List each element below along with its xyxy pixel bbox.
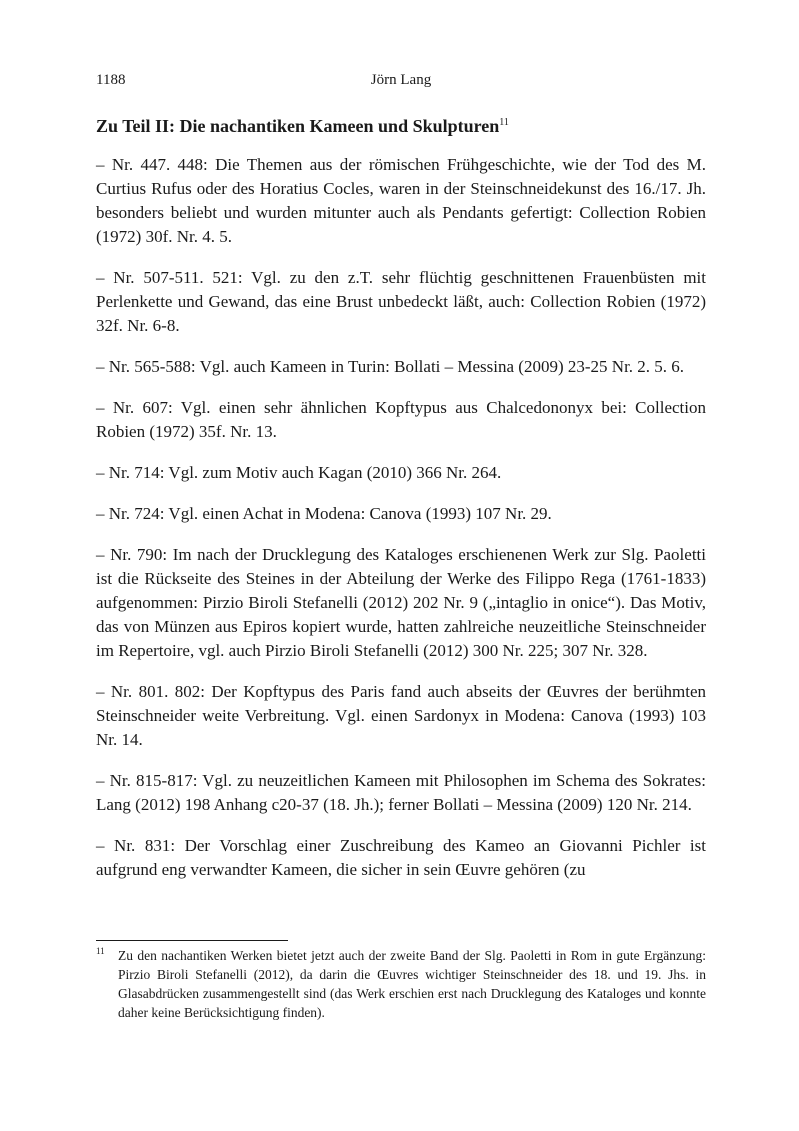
paragraph-nr-801: – Nr. 801. 802: Der Kopftypus des Paris fand auch abseits der Œuvres der berühmten Steinschneider weite Verbreitung. Vgl. einen Sardonyx in Modena: Canova (1993) 103 Nr. 14. <box>96 682 706 749</box>
footnote-number: 11 <box>96 946 105 956</box>
section-title <box>96 116 716 137</box>
page-header <box>96 72 706 94</box>
paragraph-nr-607: – Nr. 607: Vgl. einen sehr ähnlichen Kopftypus aus Chalcedononyx bei: Collection Robien (1972) 35f. Nr. 13. <box>96 398 706 441</box>
paragraph-nr-790: – Nr. 790: Im nach der Drucklegung des Kataloges erschienenen Werk zur Slg. Paoletti ist die Rückseite des Steines in der Abteilung der Werke des Filippo Rega (1761-1833) aufgenommen: Pirzio Biroli Stefanelli (2012) 202 Nr. 9 („intaglio in onice“). Das Motiv, das von Münzen aus Epiros kopiert wurde, hatten zahlreiche neuzeitliche Steinschneider im Repertoire, vgl. auch Pirzio Biroli Stefanelli (2012) 300 Nr. 225; 307 Nr. 328. <box>96 545 706 660</box>
body-text <box>96 153 706 899</box>
footnote-text: Zu den nachantiken Werken bietet jetzt auch der zweite Band der Slg. Paoletti in Rom in gute Ergänzung: Pirzio Biroli Stefanelli (2012), da darin die Œuvres wichtiger Steinschneider des 18. und 19. Jhs. in Glasabdrücken zusammengestellt sind (das Werk erschien erst nach Drucklegung des Kataloges und konnte daher keine Berücksichtigung finden). <box>118 948 706 1020</box>
paragraph-nr-565: – Nr. 565-588: Vgl. auch Kameen in Turin: Bollati – Messina (2009) 23-25 Nr. 2. 5. 6. <box>96 357 685 376</box>
footnote <box>96 946 706 1022</box>
footnote-reference: 11 <box>499 117 509 128</box>
paragraph-nr-831: – Nr. 831: Der Vorschlag einer Zuschreibung des Kameo an Giovanni Pichler ist aufgrund eng verwandter Kameen, die sicher in sein Œuvre gehören (zu <box>96 836 706 879</box>
paragraph-nr-815: – Nr. 815-817: Vgl. zu neuzeitlichen Kameen mit Philosophen im Schema des Sokrates: Lang (2012) 198 Anhang c20-37 (18. Jh.); ferner Bollati – Messina (2009) 120 Nr. 214. <box>96 771 706 814</box>
paragraph-nr-447: – Nr. 447. 448: Die Themen aus der römischen Frühgeschichte, wie der Tod des M. Curtius Rufus oder des Horatius Cocles, waren in der Steinschneidekunst des 16./17. Jh. besonders beliebt und wurden mitunter auch als Pendants gefertigt: Collection Robien (1972) 30f. Nr. 4. 5. <box>96 155 706 246</box>
paragraph-nr-724: – Nr. 724: Vgl. einen Achat in Modena: Canova (1993) 107 Nr. 29. <box>96 504 552 523</box>
running-head: Jörn Lang <box>370 72 432 88</box>
paragraph-nr-507: – Nr. 507-511. 521: Vgl. zu den z.T. sehr flüchtig geschnittenen Frauenbüsten mit Perlenkette und Gewand, das eine Brust unbedeckt läßt, auch: Collection Robien (1972) 32f. Nr. 6-8. <box>96 268 706 335</box>
page-number: 1188 <box>96 72 126 88</box>
section-title-text: Zu Teil II: Die nachantiken Kameen und Skulpturen <box>96 116 500 136</box>
footnote-divider <box>96 940 288 941</box>
paragraph-nr-714: – Nr. 714: Vgl. zum Motiv auch Kagan (2010) 366 Nr. 264. <box>96 463 502 482</box>
